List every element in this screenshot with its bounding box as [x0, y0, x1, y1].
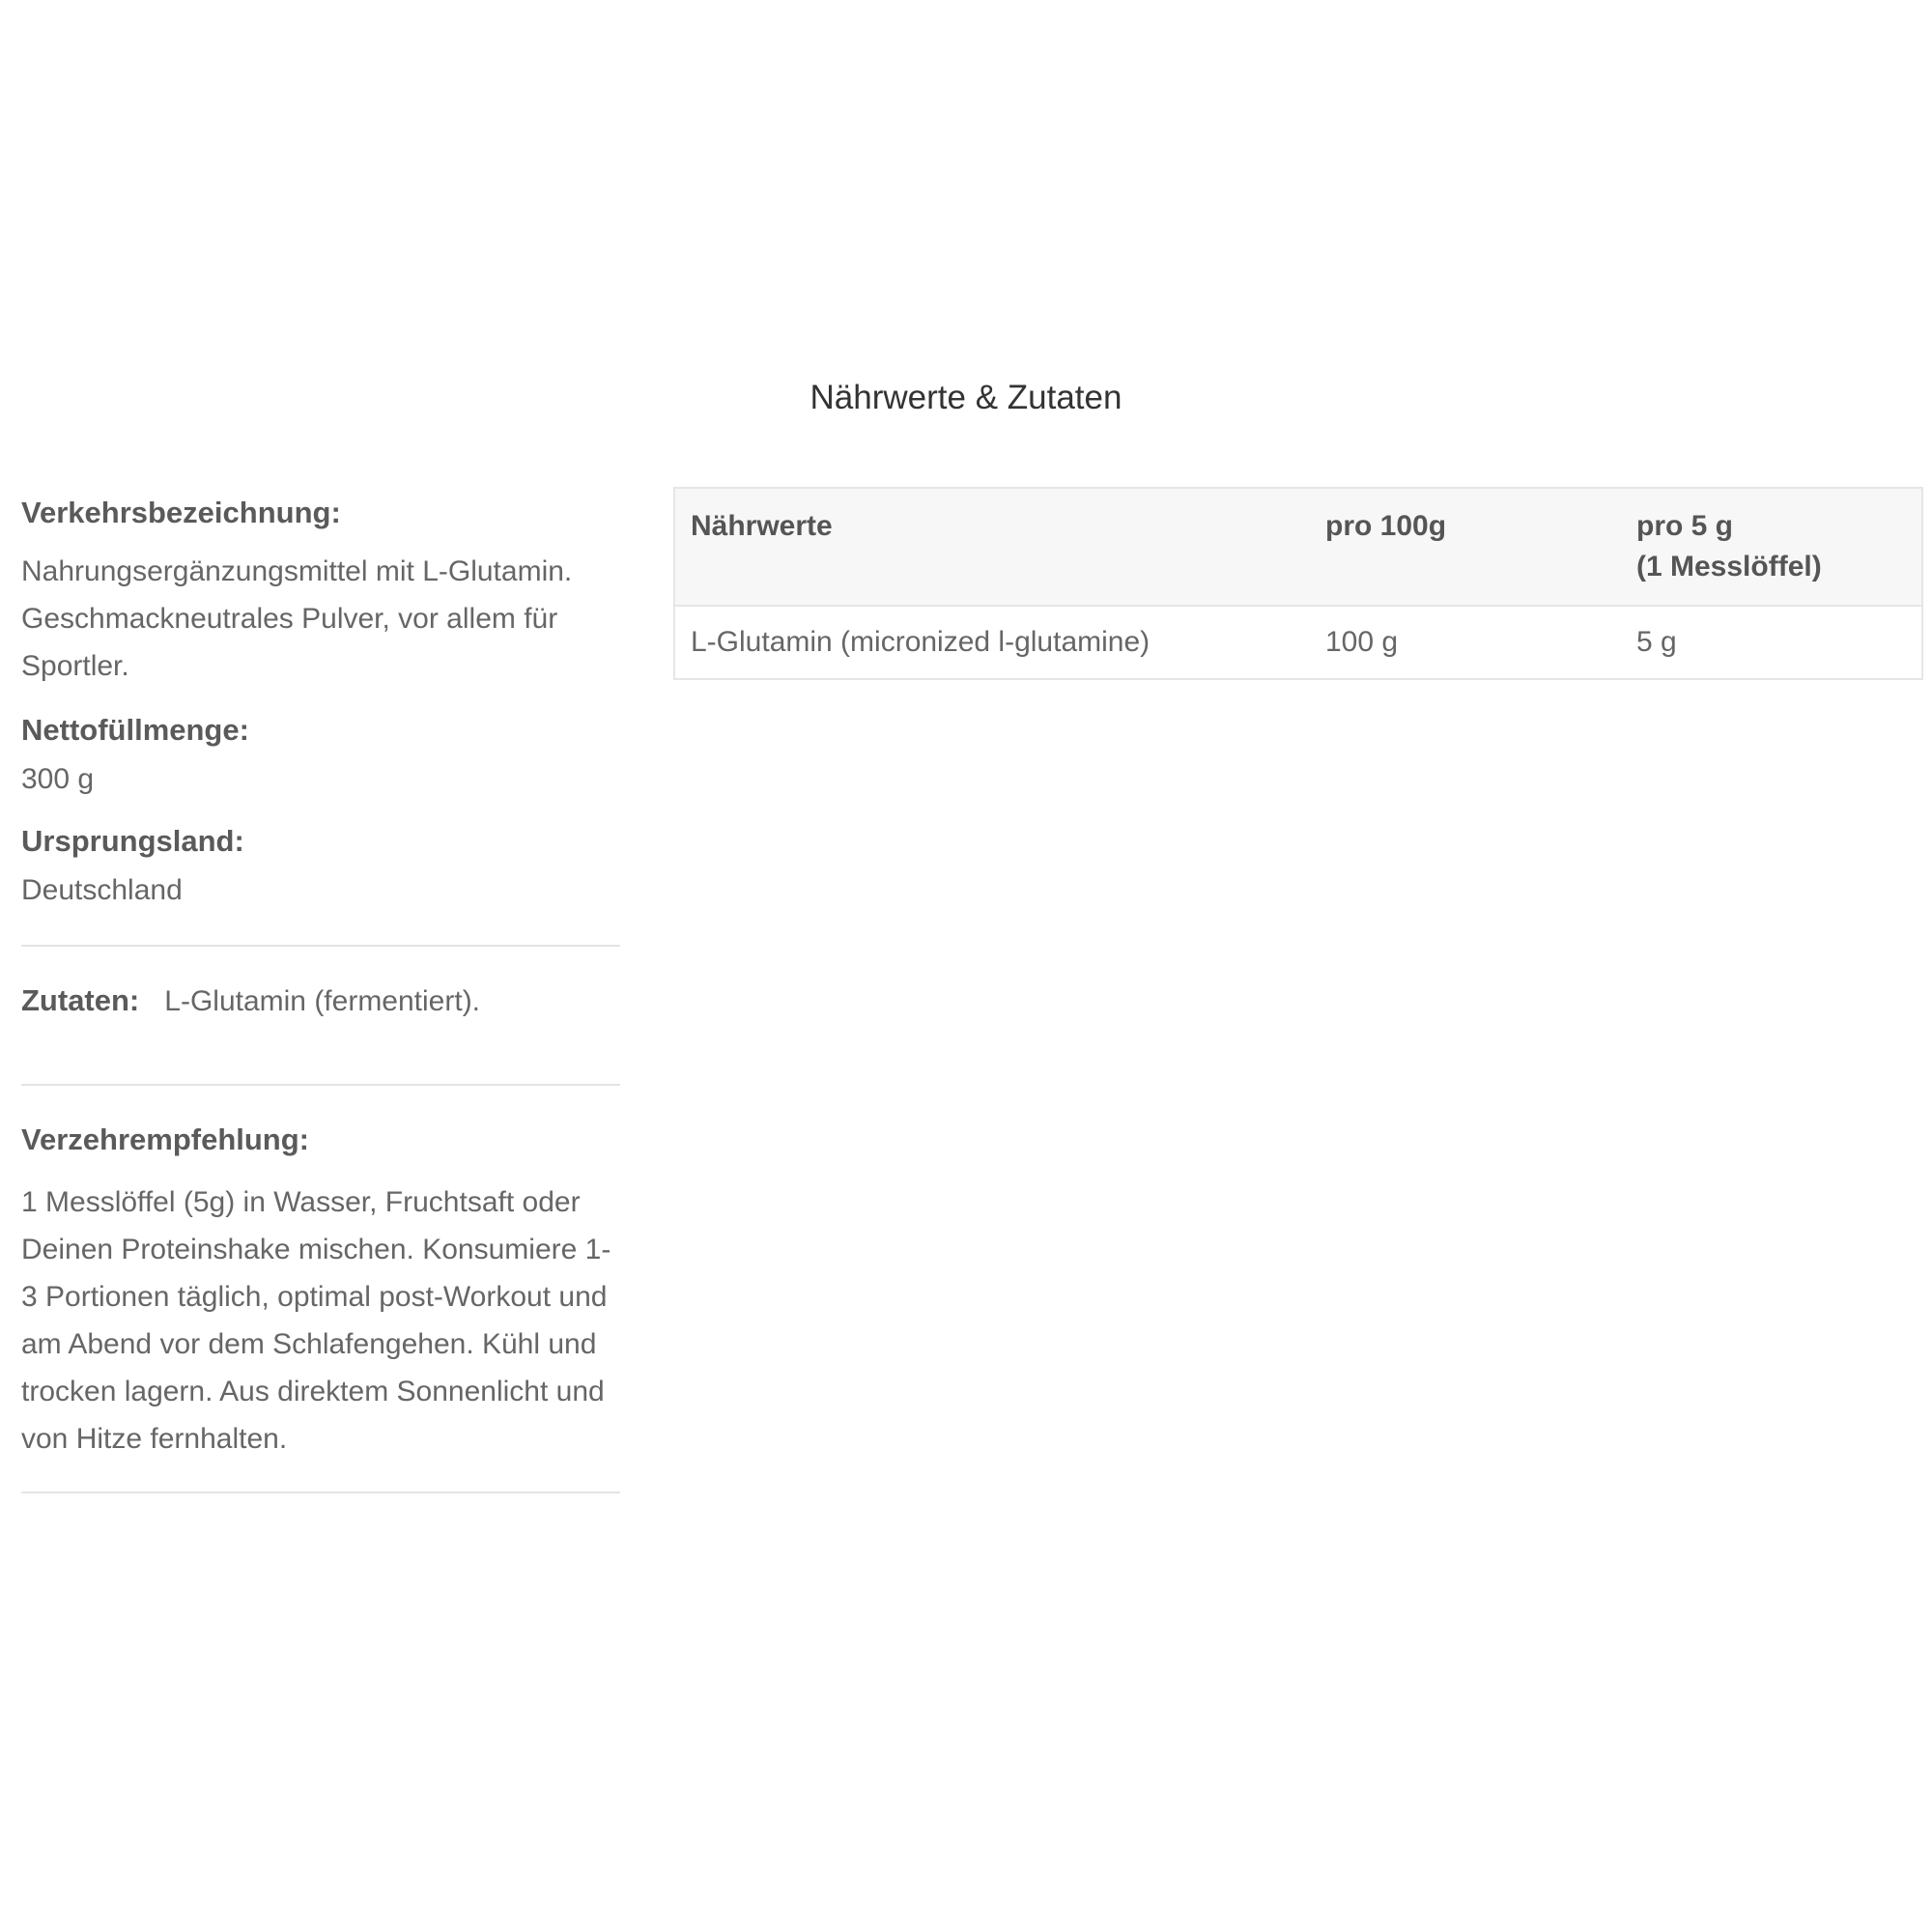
- sales-name-text: Nahrungsergänzungsmittel mit L-Glutamin. Geschmackneutrales Pulver, vor allem für Sportler.: [21, 555, 573, 682]
- header-per-5g-line1: pro 5 g: [1636, 510, 1734, 542]
- header-per-100g: pro 100g: [1310, 488, 1621, 606]
- nutrition-table: [673, 487, 1923, 680]
- row-nutrient-name: L-Glutamin (micronized l-glutamine): [691, 626, 1151, 658]
- ingredients-label: Zutaten:: [21, 983, 140, 1017]
- divider: [21, 1492, 620, 1493]
- usage-label: Verzehrempfehlung:: [21, 1122, 309, 1156]
- divider: [21, 1084, 620, 1086]
- net-quantity-label: Nettofüllmenge:: [21, 713, 249, 747]
- ingredients-value: L-Glutamin (fermentiert).: [164, 985, 481, 1017]
- product-details: [21, 488, 620, 1493]
- nutrition-table-header: [674, 488, 1922, 606]
- divider: [21, 945, 620, 947]
- header-per-5g: [1621, 488, 1922, 606]
- table-row: [674, 606, 1922, 679]
- section-title: Nährwerte & Zutaten: [810, 379, 1122, 416]
- sales-name-label: Verkehrsbezeichnung:: [21, 496, 341, 529]
- row-per-100g: 100 g: [1325, 626, 1399, 658]
- usage-text: 1 Messlöffel (5g) in Wasser, Fruchtsaft oder Deinen Proteinshake mischen. Konsumiere 1-3 Portionen täglich, optimal post-Workout und am Abend vor dem Schlafengehen. Kühl und trocken lagern. Aus direktem Sonnenlicht und von Hitze fernhalten.: [21, 1186, 611, 1455]
- net-quantity-value: 300 g: [21, 763, 95, 795]
- header-nutrients: Nährwerte: [674, 488, 1310, 606]
- row-per-5g: 5 g: [1636, 626, 1677, 658]
- origin-value: Deutschland: [21, 874, 183, 906]
- origin-label: Ursprungsland:: [21, 824, 244, 858]
- header-per-5g-line2: (1 Messlöffel): [1636, 551, 1822, 582]
- ingredients-row: [21, 976, 620, 1026]
